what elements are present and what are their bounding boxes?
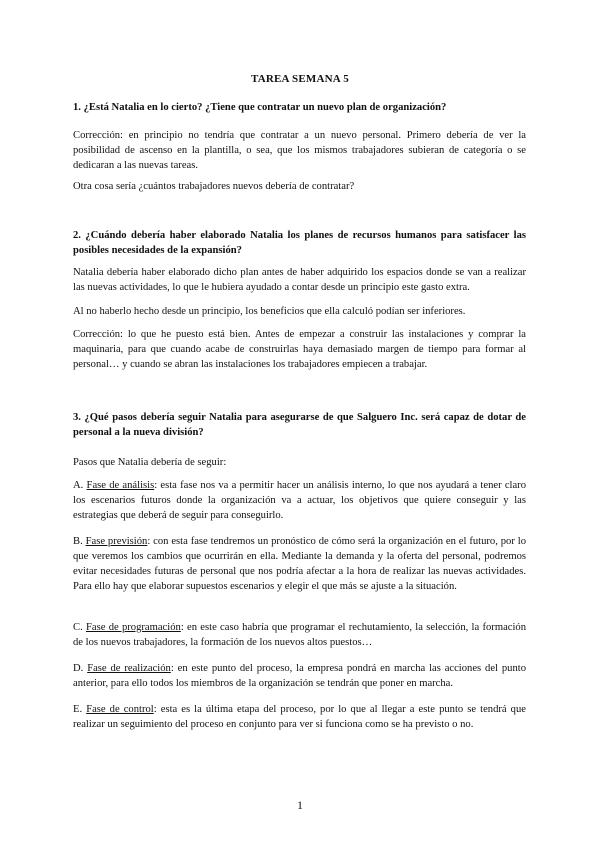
step-c-text: : en este caso habría que programar el rechutamiento, la selección, la formación de los nuevos trabajadores, la formación de los nuevos altos puestos… [73, 622, 527, 648]
q3-intro: Pasos que Natalia debería de seguir: [73, 457, 227, 468]
q2-paragraph-1: Natalia debería haber elaborado dicho plan antes de haber adquirido los espacios donde se van a realizar las nuevas actividades, lo que le hubiera ayudado a contar desde un principio este gasto extra. [73, 267, 526, 293]
step-a-text: : esta fase nos va a permitir hacer un análisis interno, lo que nos ayudará a tener claro los escenarios futuros donde la organización va a actuar, los objetivos que quiere conseguir y las estrategias que deberá de seguir para conseguirlo. [73, 480, 527, 521]
step-b-text: : con esta fase tendremos un pronóstico de cómo será la organización en el futuro, por lo que veremos los cambios que ocurrirán en ella. Mediante la demanda y la oferta del personal, podremos evitar necesidades futuras de personal que nos podría afectar a la hora de realizar las nuevas actividades. Para ello hay que elaborar supuestos escenarios y elegir el que más se ajuste a la situación. [73, 536, 526, 592]
q1-correction-paragraph: Corrección: en principio no tendría que contratar a un nuevo personal. Primero debería de ver la posibilidad de ascenso en la plantilla, o sea, que los mismos trabajadores subieran de categoría o se dedicaran a las nuevas tareas. [73, 130, 526, 171]
q2-paragraph-2: Al no haberlo hecho desde un principio, los beneficios que ella calculó podían ser inferiores. [73, 306, 466, 317]
step-e-prefix: E. [73, 704, 87, 715]
step-e-term: Fase de control [86, 704, 154, 715]
step-d-term: Fase de realización [87, 663, 171, 674]
step-c-paragraph [73, 620, 526, 650]
step-a-term: Fase de análisis [86, 480, 155, 491]
step-a-paragraph [73, 478, 526, 523]
step-e-text: : esta es la última etapa del proceso, por lo que al llegar a este punto se tendrá que realizar un seguimiento del proceso en conjunto para ver si funciona como se ha previsto o no. [73, 704, 526, 730]
q2-paragraph-3: Corrección: lo que he puesto está bien. Antes de empezar a construir las instalaciones y comprar la maquinaria, para que cuando acabe de construirlas haya demasiado margen de tiempo para formar al personal… y cuando se abran las instalaciones los trabajadores empiecen a trabajar. [73, 329, 526, 370]
step-a-prefix: A. [73, 480, 87, 491]
document-title: TAREA SEMANA 5 [251, 73, 349, 85]
question-1: 1. ¿Está Natalia en lo cierto? ¿Tiene que contratar un nuevo plan de organización? [73, 102, 447, 113]
page-number: 1 [297, 798, 303, 812]
q1-other-paragraph: Otra cosa sería ¿cuántos trabajadores nuevos debería de contratar? [73, 181, 355, 192]
step-b-prefix: B. [73, 536, 86, 547]
question-3: 3. ¿Qué pasos debería seguir Natalia para asegurarse de que Salguero Inc. será capaz de dotar de personal a la nueva división? [73, 412, 526, 438]
question-2: 2. ¿Cuándo debería haber elaborado Natalia los planes de recursos humanos para satisfacer las posibles necesidades de la expansión? [73, 230, 526, 256]
step-e-paragraph [73, 702, 526, 732]
step-d-prefix: D. [73, 663, 88, 674]
step-b-paragraph [73, 534, 526, 594]
step-c-term: Fase de programación [86, 622, 181, 633]
step-b-term: Fase previsión [85, 536, 148, 547]
step-d-text: : en este punto del proceso, la empresa pondrá en marcha las acciones del punto anterior, para ello todos los miembros de la organización se tendrán que poner en marcha. [73, 663, 526, 689]
step-c-prefix: C. [73, 622, 86, 633]
step-d-paragraph [73, 661, 526, 691]
